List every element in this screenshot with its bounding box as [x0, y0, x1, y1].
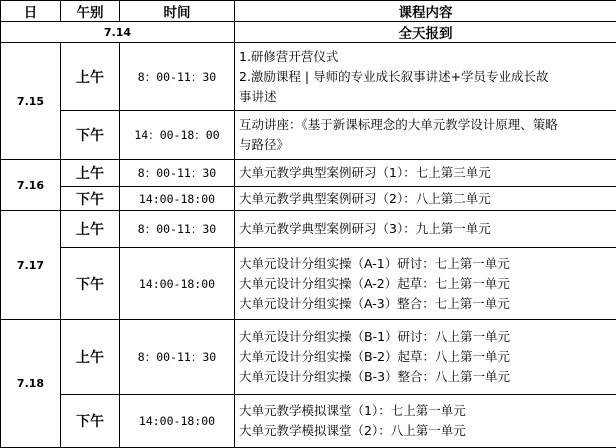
day-date: 7.18 [1, 320, 61, 448]
header-content: 课程内容 [235, 1, 616, 22]
session-half: 下午 [61, 395, 120, 448]
day-date: 7.15 [1, 43, 61, 160]
content-line: 事讲述 [239, 87, 612, 107]
session-half: 上午 [61, 320, 120, 395]
content-line: 互动讲座：《基于新课标理念的大单元教学设计原理、策略 [239, 115, 612, 135]
session-time: 14：00-18：00 [120, 111, 235, 160]
content-line: 大单元设计分组实操（B-2）起草：八上第一单元 [239, 347, 612, 367]
content-line: 1.研修营开营仪式 [239, 47, 612, 67]
session-content [235, 211, 616, 248]
content-line: 与路径》 [239, 135, 612, 155]
table-row [1, 211, 616, 248]
arrival-row [1, 22, 616, 43]
content-line: 大单元设计分组实操（A-1）研讨：七上第一单元 [239, 254, 612, 274]
content-line: 2.激励课程 | 导师的专业成长叙事讲述+学员专业成长故 [239, 67, 612, 87]
day-date: 7.16 [1, 160, 61, 211]
content-line: 大单元教学模拟课堂（2）：八上第一单元 [239, 421, 612, 441]
session-content [235, 160, 616, 187]
session-content [235, 248, 616, 320]
table-row [1, 248, 616, 320]
content-line: 大单元教学模拟课堂（1）：七上第一单元 [239, 401, 612, 421]
header-time: 时间 [120, 1, 235, 22]
content-line: 大单元教学典型案例研习（2）：八上第二单元 [239, 189, 612, 209]
session-half: 上午 [61, 211, 120, 248]
session-time: 14:00-18:00 [120, 187, 235, 211]
header-day: 日 [1, 1, 61, 22]
content-line: 大单元设计分组实操（A-3）整合：七上第一单元 [239, 294, 612, 314]
session-content [235, 43, 616, 111]
content-line: 大单元设计分组实操（B-3）整合：八上第一单元 [239, 367, 612, 387]
session-half: 下午 [61, 111, 120, 160]
header-half: 午别 [61, 1, 120, 22]
table-row [1, 187, 616, 211]
header-row [1, 1, 616, 22]
session-half: 上午 [61, 160, 120, 187]
arrival-content: 全天报到 [235, 22, 616, 43]
session-content [235, 111, 616, 160]
table-row [1, 111, 616, 160]
session-time: 8：00-11：30 [120, 43, 235, 111]
session-half: 下午 [61, 187, 120, 211]
arrival-date: 7.14 [1, 22, 235, 43]
session-content [235, 395, 616, 448]
table-row [1, 395, 616, 448]
session-time: 8：00-11：30 [120, 320, 235, 395]
content-line: 大单元教学典型案例研习（1）：七上第三单元 [239, 163, 612, 183]
day-date: 7.17 [1, 211, 61, 320]
content-line: 大单元教学典型案例研习（3）：九上第一单元 [239, 219, 612, 239]
session-time: 14:00-18:00 [120, 248, 235, 320]
session-time: 8：00-11：30 [120, 160, 235, 187]
table-row [1, 43, 616, 111]
table-row [1, 160, 616, 187]
session-content [235, 187, 616, 211]
table-row [1, 320, 616, 395]
session-half: 下午 [61, 248, 120, 320]
session-content [235, 320, 616, 395]
content-line: 大单元设计分组实操（A-2）起草：七上第一单元 [239, 274, 612, 294]
session-half: 上午 [61, 43, 120, 111]
session-time: 8：00-11：30 [120, 211, 235, 248]
content-line: 大单元设计分组实操（B-1）研讨：八上第一单元 [239, 327, 612, 347]
session-time: 14:00-18:00 [120, 395, 235, 448]
